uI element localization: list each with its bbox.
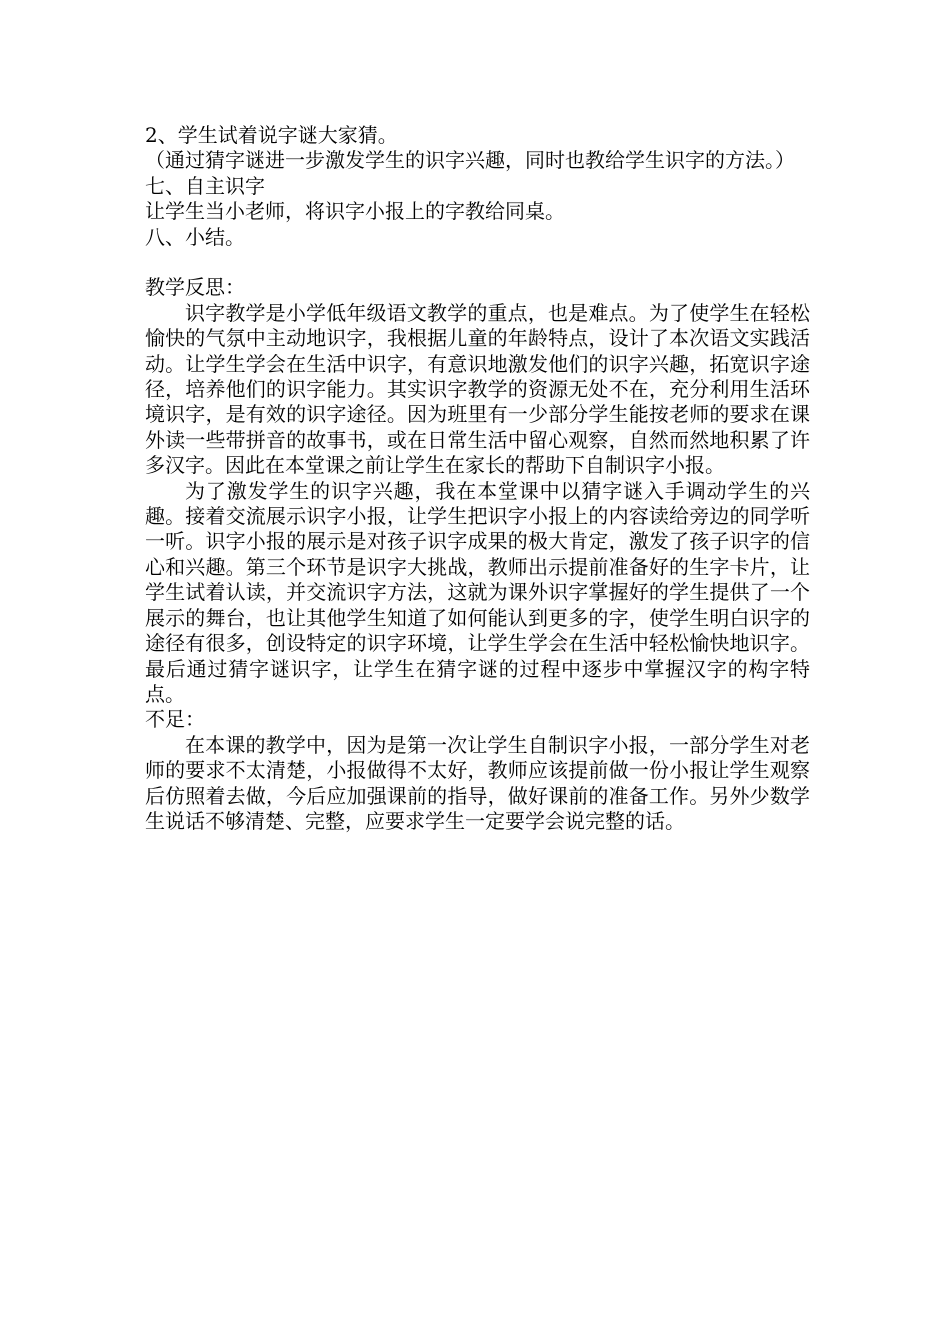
section-8-title: 八、小结。	[145, 224, 245, 249]
shortcomings-paragraph: 在本课的教学中，因为是第一次让学生自制识字小报，一部分学生对老师的要求不太清楚，小报做得不太好，教师应该提前做一份小报让学生观察后仿照着去做，今后应加强课前的指导，做好课前的准备工作。另外少数学生说话不够清楚、完整，应要求学生一定要学会说完整的话。	[145, 732, 810, 833]
document-body	[145, 123, 810, 834]
step-2-line: 2、学生试着说字谜大家猜。	[145, 123, 398, 147]
section-7-body: 让学生当小老师，将识字小报上的字教给同桌。	[145, 199, 565, 224]
shortcomings-heading: 不足：	[145, 707, 205, 732]
step-2-note: （通过猜字谜进一步激发学生的识字兴趣，同时也教给学生识字的方法。）	[145, 148, 795, 173]
reflection-paragraph-1: 识字教学是小学低年级语文教学的重点，也是难点。为了使学生在轻松愉快的气氛中主动地识字，我根据儿童的年龄特点，设计了本次语文实践活动。让学生学会在生活中识字，有意识地激发他们的识字兴趣，拓宽识字途径，培养他们的识字能力。其实识字教学的资源无处不在，充分利用生活环境识字，是有效的识字途径。因为班里有一少部分学生能按老师的要求在课外读一些带拼音的故事书，或在日常生活中留心观察，自然而然地积累了许多汉字。因此在本堂课之前让学生在家长的帮助下自制识字小报。	[145, 300, 810, 478]
reflection-heading: 教学反思：	[145, 275, 245, 300]
blank-line	[145, 250, 810, 275]
section-7-title: 七、自主识字	[145, 173, 265, 198]
reflection-paragraph-2: 为了激发学生的识字兴趣，我在本堂课中以猜字谜入手调动学生的兴趣。接着交流展示识字小报，让学生把识字小报上的内容读给旁边的同学听一听。识字小报的展示是对孩子识字成果的极大肯定，激发了孩子识字的信心和兴趣。第三个环节是识字大挑战，教师出示提前准备好的生字卡片，让学生试着认读，并交流识字方法，这就为课外识字掌握好的学生提供了一个展示的舞台，也让其他学生知道了如何能认到更多的字，使学生明白识字的途径有很多，创设特定的识字环境，让学生学会在生活中轻松愉快地识字。最后通过猜字谜识字，让学生在猜字谜的过程中逐步中掌握汉字的构字特点。	[145, 478, 810, 706]
